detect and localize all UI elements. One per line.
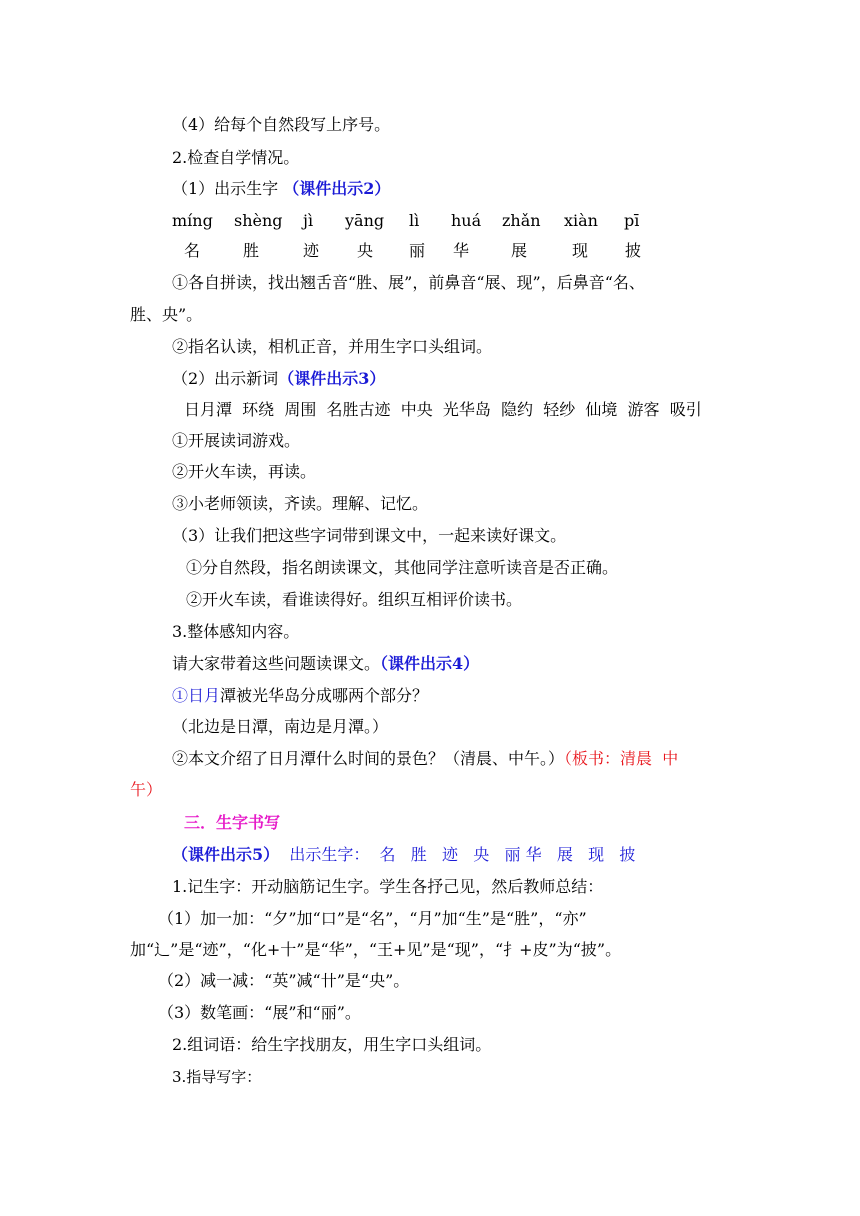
show-characters-5-line [172,844,635,866]
show-characters-line [172,178,390,200]
section-heading-character-writing: 三．生字书写 [184,813,281,832]
question-1-highlight: ①日月 [172,686,221,705]
answer-1-line: （北边是日潭，南边是月潭。） [172,717,389,736]
hanzi-item: 现 [572,241,589,260]
pinyin-item: zhǎn [502,211,541,230]
show-characters-text: （1）出示生字 [172,179,284,198]
step-check-self-study: 2.检查自学情况。 [172,148,300,167]
blackboard-note-cont: 午） [130,780,163,799]
spell-read-line: ①各自拼读，找出翘舌音“胜、展”，前鼻音“展、现”，后鼻音“名、 [172,273,645,292]
bring-words-line: （3）让我们把这些字词带到课文中，一起来读好课文。 [172,526,567,545]
courseware-2-label: （课件出示2） [283,179,391,198]
guide-writing-line: 3.指导写字： [172,1068,262,1086]
pinyin-item: xiàn [564,211,598,230]
pinyin-item: shèng [234,211,283,230]
read-with-questions-line [172,653,479,675]
word-game-line: ①开展读词游戏。 [172,431,301,450]
name-read-line: ②指名认读，相机正音，并用生字口头组词。 [172,337,493,356]
read-with-questions-text: 请大家带着这些问题读课文。 [172,654,381,673]
paragraph-read-line: ①分自然段，指名朗读课文，其他同学注意听读音是否正确。 [186,558,619,577]
subtract-method-line: （2）减一减：“英”减“卄”是“央”。 [158,971,410,990]
show-words-line [172,368,385,390]
question-2-line [172,748,678,770]
add-method-line: （1）加一加：“夕”加“口”是“名”，“月”加“生”是“胜”，“亦” [158,909,587,928]
pinyin-item: míng [172,211,213,230]
show-words-text: （2）出示新词 [172,369,279,388]
new-words-list: 日月潭 环绕 周围 名胜古迹 中央 光华岛 隐约 轻纱 仙境 游客 吸引 [184,400,702,419]
hanzi-item: 迹 [303,241,320,260]
hanzi-item: 名 [184,241,201,260]
pinyin-item: jì [303,211,314,230]
hanzi-item: 展 [511,241,528,260]
memorize-characters-line: 1.记生字：开动脑筋记生字。学生各抒己见，然后教师总结： [172,877,604,896]
group-words-line: 2.组词语：给生字找朋友，用生字口头组词。 [172,1035,492,1054]
question-2-text: ②本文介绍了日月潭什么时间的景色？（清晨、中午。） [172,749,565,768]
question-1-text: 潭被光华岛分成哪两个部分？ [220,686,429,705]
pinyin-item: huá [451,211,482,230]
hanzi-item: 胜 [243,241,260,260]
train-read-line: ②开火车读，再读。 [172,462,317,481]
train-read-evaluate-line: ②开火车读，看谁读得好。组织互相评价读书。 [186,590,523,609]
question-1-line [172,685,428,707]
hanzi-item: 披 [625,241,642,260]
courseware-3-label: （课件出示3） [278,369,386,388]
pinyin-item: yāng [345,211,385,230]
spell-read-line-cont: 胜、央”。 [130,305,203,324]
count-strokes-line: （3）数笔画：“展”和“丽”。 [158,1003,361,1022]
hanzi-item: 华 [453,241,470,260]
blackboard-note: （板书：清晨 中 [564,749,679,768]
add-method-line-cont: 加“辶”是“迹”，“化+十”是“华”，“王+见”是“现”，“扌+皮”为“披”。 [130,940,622,959]
hanzi-item: 丽 [409,241,426,260]
step-number-paragraphs: （4）给每个自然段写上序号。 [172,115,391,134]
pinyin-item: lì [409,211,420,230]
courseware-4-label: （课件出示4） [380,654,480,673]
courseware-5-label: （课件出示5） [172,845,280,864]
pinyin-item: pī [624,211,640,230]
little-teacher-line: ③小老师领读，齐读。理解、记忆。 [172,494,429,513]
show-characters-5-list: 出示生字： 名 胜 迹 央 丽 华 展 现 披 [279,845,636,864]
overall-perception-line: 3.整体感知内容。 [172,622,300,641]
hanzi-item: 央 [357,241,374,260]
